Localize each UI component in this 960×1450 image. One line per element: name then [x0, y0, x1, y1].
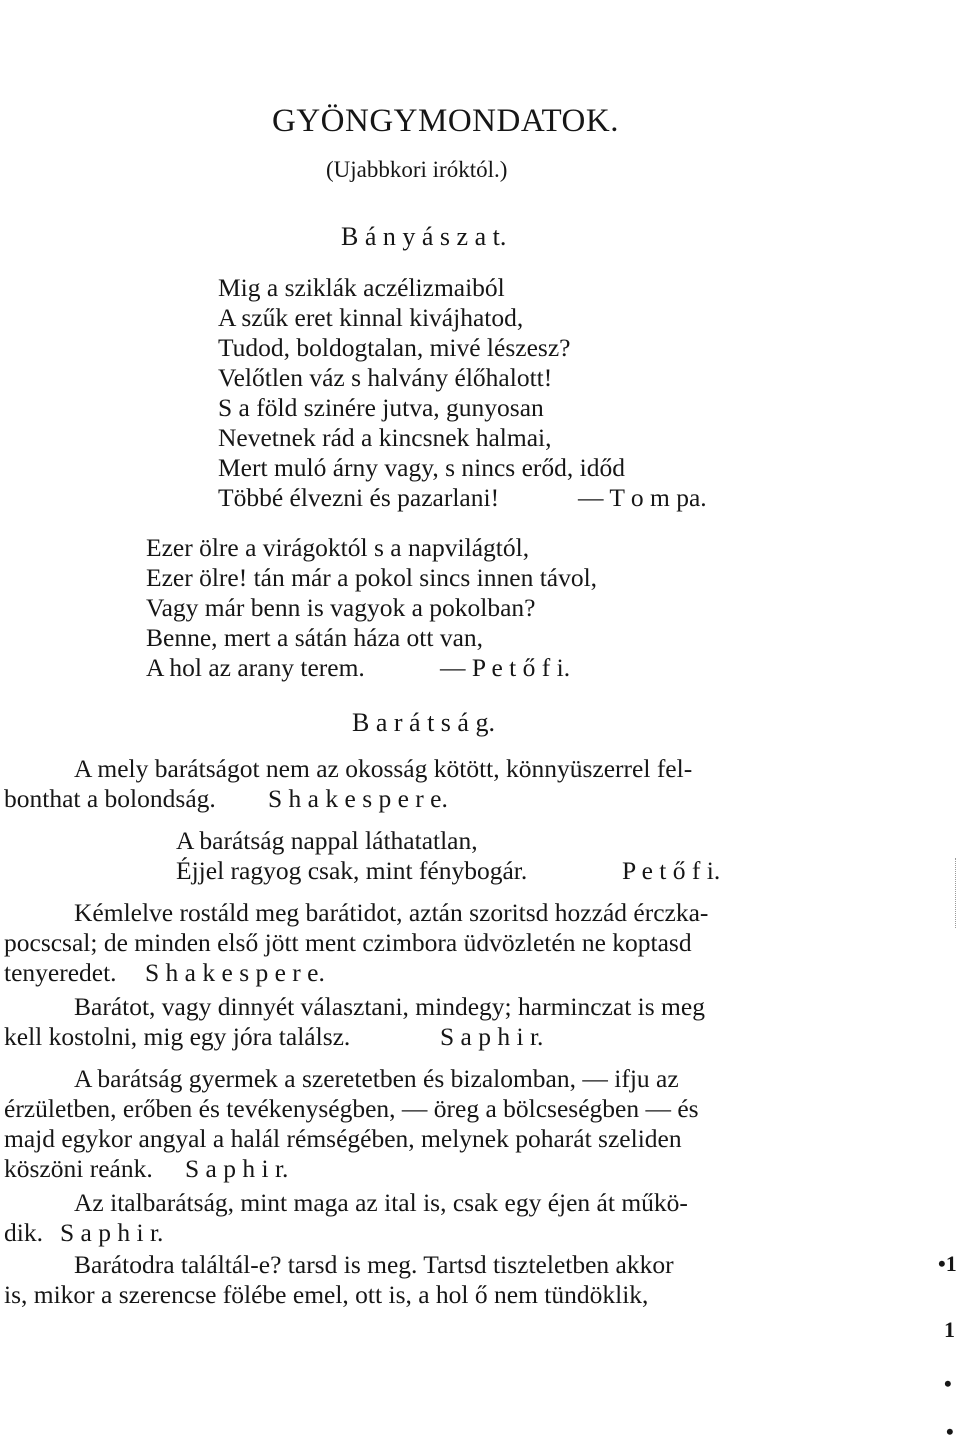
author-signature: S a p h i r.	[440, 1022, 544, 1051]
quote-line: köszöni reánk.	[4, 1154, 153, 1183]
page-subtitle: (Ujabbkori iróktól.)	[326, 157, 508, 182]
quote-line: Barátot, vagy dinnyét választani, mindegy; harminczat is meg	[74, 992, 705, 1021]
poem-line: Mig a sziklák aczélizmaiból	[218, 273, 505, 302]
poem-line: S a föld szinére jutva, gunyosan	[218, 393, 544, 422]
poem-line: Ezer ölre! tán már a pokol sincs innen távol,	[146, 563, 598, 592]
poem-line: Vagy már benn is vagyok a pokolban?	[146, 593, 536, 622]
margin-mark: •	[944, 1371, 952, 1396]
quote-line: majd egykor angyal a halál rémségében, melynek poharát szeliden	[4, 1124, 682, 1153]
author-signature: S h a k e s p e r e.	[145, 958, 325, 987]
margin-mark: •	[946, 1419, 954, 1444]
author-signature: — T o m pa.	[578, 483, 707, 512]
quote-line: tenyeredet.	[4, 958, 117, 987]
quote-line: pocscsal; de minden első jött ment czimbora üdvözletén ne koptasd	[4, 928, 692, 957]
margin-mark: 1	[944, 1317, 955, 1342]
poem-line: Benne, mert a sátán háza ott van,	[146, 623, 484, 652]
author-signature: S a p h i r.	[60, 1218, 164, 1247]
quote-line: is, mikor a szerencse fölébe emel, ott is, a hol ő nem tündöklik,	[4, 1280, 649, 1309]
author-signature: S a p h i r.	[185, 1154, 289, 1183]
quote-line: kell kostolni, mig egy jóra találsz.	[4, 1022, 351, 1051]
quote-line: dik.	[4, 1218, 43, 1247]
poem-line: A hol az arany terem.	[146, 653, 365, 682]
quote-line: A barátság nappal láthatatlan,	[176, 826, 478, 855]
section-heading-banyaszat: B á n y á s z a t.	[341, 222, 507, 251]
margin-mark: •1	[938, 1251, 957, 1276]
poem-line: Ezer ölre a virágoktól s a napvilágtól,	[146, 533, 530, 562]
author-signature: — P e t ő f i.	[440, 653, 571, 682]
section-heading-baratsag: B a r á t s á g.	[352, 708, 495, 737]
poem-line: Nevetnek rád a kincsnek halmai,	[218, 423, 552, 452]
quote-line: Az italbarátság, mint maga az ital is, csak egy éjen át műkö-	[74, 1188, 688, 1217]
scan-margin-dots	[955, 858, 958, 928]
poem-line: A szűk eret kinnal kivájhatod,	[218, 303, 524, 332]
page-title: GYÖNGYMONDATOK.	[272, 103, 619, 139]
quote-line: A barátság gyermek a szeretetben és bizalomban, — ifju az	[74, 1064, 679, 1093]
poem-line: Velőtlen váz s halvány élőhalott!	[218, 363, 553, 392]
quote-line: Barátodra találtál-e? tarsd is meg. Tartsd tiszteletben akkor	[74, 1250, 674, 1279]
quote-line: Kémlelve rostáld meg barátidot, aztán szoritsd hozzád érczka-	[74, 898, 709, 927]
quote-line: érzületben, erőben és tevékenységben, — öreg a bölcseségben — és	[4, 1094, 699, 1123]
quote-line: A mely barátságot nem az okosság kötött, könnyüszerrel fel-	[74, 754, 693, 783]
quote-line: bonthat a bolondság.	[4, 784, 216, 813]
poem-line: Mert muló árny vagy, s nincs erőd, időd	[218, 453, 625, 482]
poem-line: Többé élvezni és pazarlani!	[218, 483, 500, 512]
quote-line: Éjjel ragyog csak, mint fénybogár.	[176, 856, 528, 885]
author-signature: S h a k e s p e r e.	[268, 784, 448, 813]
author-signature: P e t ő f i.	[622, 856, 721, 885]
poem-line: Tudod, boldogtalan, mivé lészesz?	[218, 333, 571, 362]
